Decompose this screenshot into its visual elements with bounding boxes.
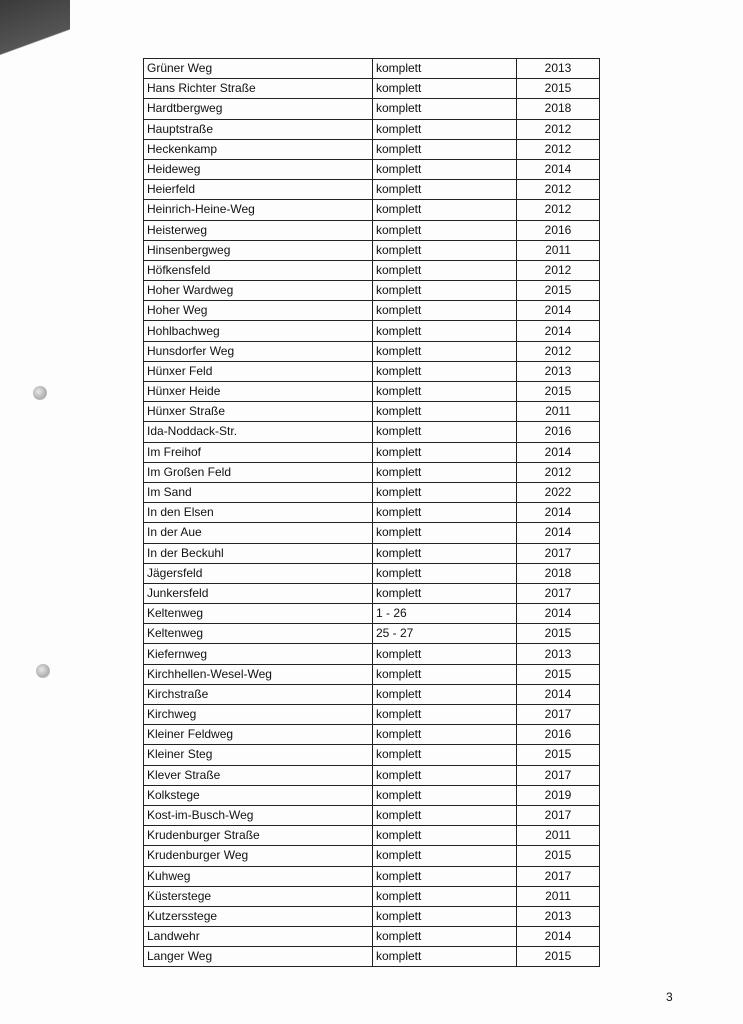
table-row [144, 866, 600, 886]
table-row [144, 684, 600, 704]
street-name-cell: Heinrich-Heine-Weg [144, 200, 373, 220]
year-cell: 2014 [517, 684, 600, 704]
street-name-cell: Hauptstraße [144, 119, 373, 139]
extent-cell: komplett [373, 664, 517, 684]
table-row [144, 462, 600, 482]
extent-cell: komplett [373, 402, 517, 422]
folded-corner [0, 0, 70, 110]
extent-cell: komplett [373, 59, 517, 79]
street-name-cell: Hohlbachweg [144, 321, 373, 341]
extent-cell: komplett [373, 705, 517, 725]
year-cell: 2013 [517, 906, 600, 926]
street-name-cell: Heideweg [144, 159, 373, 179]
year-cell: 2017 [517, 866, 600, 886]
extent-cell: komplett [373, 503, 517, 523]
extent-cell: 25 - 27 [373, 624, 517, 644]
year-cell: 2015 [517, 846, 600, 866]
extent-cell: komplett [373, 684, 517, 704]
table-row [144, 341, 600, 361]
year-cell: 2012 [517, 200, 600, 220]
street-name-cell: Ida-Noddack-Str. [144, 422, 373, 442]
extent-cell: komplett [373, 745, 517, 765]
table-row [144, 240, 600, 260]
extent-cell: komplett [373, 583, 517, 603]
year-cell: 2014 [517, 604, 600, 624]
street-name-cell: Im Sand [144, 482, 373, 502]
table-row [144, 482, 600, 502]
table-row [144, 422, 600, 442]
year-cell: 2017 [517, 805, 600, 825]
street-name-cell: Küsterstege [144, 886, 373, 906]
table-row [144, 503, 600, 523]
extent-cell: komplett [373, 139, 517, 159]
street-name-cell: Hünxer Feld [144, 361, 373, 381]
street-table-body [144, 59, 600, 967]
table-row [144, 442, 600, 462]
table-row [144, 220, 600, 240]
table-row [144, 725, 600, 745]
extent-cell: komplett [373, 765, 517, 785]
table-row [144, 543, 600, 563]
extent-cell: komplett [373, 866, 517, 886]
year-cell: 2012 [517, 180, 600, 200]
extent-cell: komplett [373, 805, 517, 825]
extent-cell: komplett [373, 482, 517, 502]
year-cell: 2014 [517, 442, 600, 462]
street-name-cell: Keltenweg [144, 604, 373, 624]
year-cell: 2014 [517, 159, 600, 179]
table-row [144, 644, 600, 664]
street-name-cell: Kleiner Feldweg [144, 725, 373, 745]
table-row [144, 886, 600, 906]
street-name-cell: Höfkensfeld [144, 260, 373, 280]
street-name-cell: Landwehr [144, 927, 373, 947]
street-name-cell: Hans Richter Straße [144, 79, 373, 99]
table-row [144, 785, 600, 805]
table-row [144, 159, 600, 179]
year-cell: 2013 [517, 361, 600, 381]
table-row [144, 664, 600, 684]
table-row [144, 361, 600, 381]
year-cell: 2011 [517, 240, 600, 260]
table-row [144, 745, 600, 765]
year-cell: 2015 [517, 947, 600, 967]
year-cell: 2014 [517, 927, 600, 947]
street-name-cell: Kirchweg [144, 705, 373, 725]
street-table [143, 58, 600, 967]
extent-cell: komplett [373, 846, 517, 866]
year-cell: 2013 [517, 644, 600, 664]
year-cell: 2018 [517, 99, 600, 119]
year-cell: 2014 [517, 301, 600, 321]
extent-cell: komplett [373, 361, 517, 381]
table-row [144, 906, 600, 926]
street-name-cell: Junkersfeld [144, 583, 373, 603]
street-name-cell: In der Beckuhl [144, 543, 373, 563]
table-row [144, 523, 600, 543]
year-cell: 2015 [517, 281, 600, 301]
street-name-cell: Kutzersstege [144, 906, 373, 926]
extent-cell: komplett [373, 725, 517, 745]
street-name-cell: Jägersfeld [144, 563, 373, 583]
extent-cell: komplett [373, 321, 517, 341]
punch-hole-top [33, 386, 47, 400]
year-cell: 2016 [517, 220, 600, 240]
table-row [144, 805, 600, 825]
year-cell: 2017 [517, 583, 600, 603]
extent-cell: komplett [373, 886, 517, 906]
extent-cell: komplett [373, 947, 517, 967]
table-row [144, 604, 600, 624]
street-name-cell: In den Elsen [144, 503, 373, 523]
table-row [144, 119, 600, 139]
year-cell: 2017 [517, 705, 600, 725]
punch-hole-bottom [36, 664, 50, 678]
street-name-cell: Hünxer Straße [144, 402, 373, 422]
year-cell: 2018 [517, 563, 600, 583]
year-cell: 2014 [517, 321, 600, 341]
year-cell: 2012 [517, 260, 600, 280]
table-row [144, 59, 600, 79]
extent-cell: komplett [373, 442, 517, 462]
table-row [144, 846, 600, 866]
street-name-cell: Hinsenbergweg [144, 240, 373, 260]
table-row [144, 180, 600, 200]
year-cell: 2017 [517, 765, 600, 785]
street-name-cell: Hardtbergweg [144, 99, 373, 119]
year-cell: 2019 [517, 785, 600, 805]
extent-cell: komplett [373, 382, 517, 402]
street-name-cell: Kuhweg [144, 866, 373, 886]
year-cell: 2015 [517, 382, 600, 402]
year-cell: 2022 [517, 482, 600, 502]
extent-cell: komplett [373, 563, 517, 583]
street-name-cell: Kost-im-Busch-Weg [144, 805, 373, 825]
year-cell: 2015 [517, 624, 600, 644]
year-cell: 2015 [517, 745, 600, 765]
street-name-cell: Langer Weg [144, 947, 373, 967]
extent-cell: komplett [373, 543, 517, 563]
street-name-cell: In der Aue [144, 523, 373, 543]
table-row [144, 260, 600, 280]
year-cell: 2013 [517, 59, 600, 79]
table-row [144, 301, 600, 321]
street-name-cell: Heisterweg [144, 220, 373, 240]
table-row [144, 79, 600, 99]
table-row [144, 826, 600, 846]
extent-cell: komplett [373, 281, 517, 301]
extent-cell: komplett [373, 180, 517, 200]
street-name-cell: Kirchstraße [144, 684, 373, 704]
street-name-cell: Hoher Weg [144, 301, 373, 321]
extent-cell: komplett [373, 240, 517, 260]
year-cell: 2011 [517, 402, 600, 422]
table-row [144, 200, 600, 220]
extent-cell: komplett [373, 927, 517, 947]
table-row [144, 281, 600, 301]
page-number: 3 [666, 990, 673, 1004]
extent-cell: komplett [373, 260, 517, 280]
extent-cell: komplett [373, 99, 517, 119]
year-cell: 2012 [517, 139, 600, 159]
extent-cell: komplett [373, 79, 517, 99]
table-row [144, 382, 600, 402]
street-name-cell: Kiefernweg [144, 644, 373, 664]
table-row [144, 583, 600, 603]
extent-cell: komplett [373, 200, 517, 220]
street-name-cell: Keltenweg [144, 624, 373, 644]
street-name-cell: Im Großen Feld [144, 462, 373, 482]
extent-cell: komplett [373, 422, 517, 442]
extent-cell: komplett [373, 644, 517, 664]
table-row [144, 402, 600, 422]
year-cell: 2014 [517, 503, 600, 523]
table-row [144, 321, 600, 341]
year-cell: 2011 [517, 886, 600, 906]
street-name-cell: Hunsdorfer Weg [144, 341, 373, 361]
street-name-cell: Im Freihof [144, 442, 373, 462]
year-cell: 2014 [517, 523, 600, 543]
extent-cell: komplett [373, 906, 517, 926]
year-cell: 2012 [517, 341, 600, 361]
year-cell: 2016 [517, 422, 600, 442]
year-cell: 2012 [517, 462, 600, 482]
street-name-cell: Hoher Wardweg [144, 281, 373, 301]
year-cell: 2015 [517, 79, 600, 99]
table-row [144, 563, 600, 583]
extent-cell: komplett [373, 462, 517, 482]
year-cell: 2011 [517, 826, 600, 846]
extent-cell: komplett [373, 301, 517, 321]
year-cell: 2017 [517, 543, 600, 563]
street-name-cell: Krudenburger Straße [144, 826, 373, 846]
street-name-cell: Krudenburger Weg [144, 846, 373, 866]
street-name-cell: Kleiner Steg [144, 745, 373, 765]
table-row [144, 99, 600, 119]
table-row [144, 765, 600, 785]
table-row [144, 624, 600, 644]
street-name-cell: Grüner Weg [144, 59, 373, 79]
extent-cell: 1 - 26 [373, 604, 517, 624]
year-cell: 2015 [517, 664, 600, 684]
extent-cell: komplett [373, 119, 517, 139]
street-name-cell: Klever Straße [144, 765, 373, 785]
street-name-cell: Kolkstege [144, 785, 373, 805]
street-name-cell: Heierfeld [144, 180, 373, 200]
street-name-cell: Hünxer Heide [144, 382, 373, 402]
table-row [144, 139, 600, 159]
table-row [144, 705, 600, 725]
table-row [144, 927, 600, 947]
extent-cell: komplett [373, 785, 517, 805]
year-cell: 2012 [517, 119, 600, 139]
extent-cell: komplett [373, 341, 517, 361]
extent-cell: komplett [373, 826, 517, 846]
street-name-cell: Kirchhellen-Wesel-Weg [144, 664, 373, 684]
table-row [144, 947, 600, 967]
extent-cell: komplett [373, 220, 517, 240]
extent-cell: komplett [373, 159, 517, 179]
extent-cell: komplett [373, 523, 517, 543]
year-cell: 2016 [517, 725, 600, 745]
street-name-cell: Heckenkamp [144, 139, 373, 159]
